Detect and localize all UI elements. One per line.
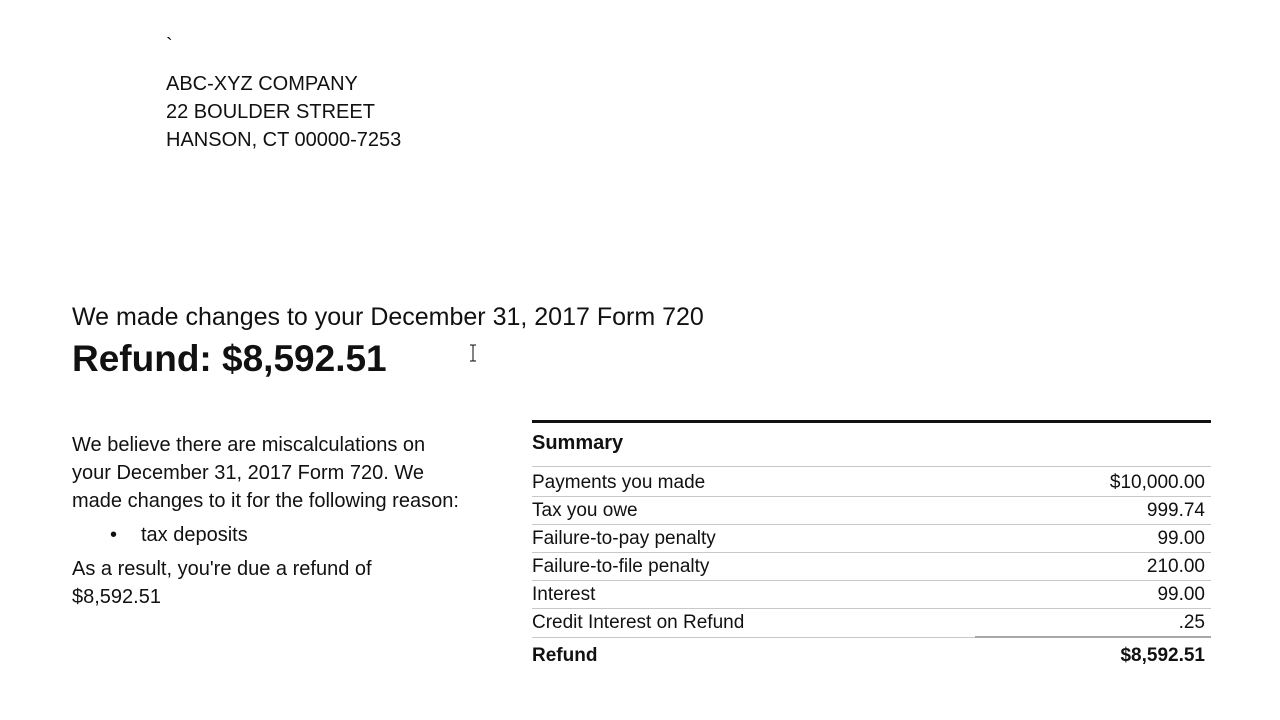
summary-row-label: Payments you made xyxy=(532,469,975,497)
summary-row xyxy=(532,553,1211,581)
summary-row-label: Failure-to-file penalty xyxy=(532,553,975,581)
summary-row xyxy=(532,609,1211,638)
address-company: ABC-XYZ COMPANY xyxy=(166,73,358,95)
summary-row-amount: .25 xyxy=(975,609,1211,638)
summary-row-amount: 99.00 xyxy=(975,581,1211,609)
summary-total-row xyxy=(532,637,1211,672)
summary-row-label: Failure-to-pay penalty xyxy=(532,525,975,553)
summary-row-amount: $10,000.00 xyxy=(975,469,1211,497)
bullet-icon: • xyxy=(110,524,118,546)
summary-total-amount: $8,592.51 xyxy=(975,637,1211,672)
summary-panel xyxy=(532,420,1211,672)
summary-row-amount: 99.00 xyxy=(975,525,1211,553)
notice-headline: We made changes to your December 31, 2017 Form 720 xyxy=(72,303,704,331)
summary-row xyxy=(532,497,1211,525)
explanation-intro: We believe there are miscalculations on your December 31, 2017 Form 720. We made changes to it for the following reason: xyxy=(72,434,459,512)
stray-mark: ` xyxy=(166,35,173,57)
reason-text: tax deposits xyxy=(141,524,248,546)
summary-row-label: Tax you owe xyxy=(532,497,975,525)
summary-table xyxy=(532,469,1211,672)
summary-row xyxy=(532,525,1211,553)
summary-title: Summary xyxy=(532,423,1211,467)
mailing-address xyxy=(166,70,401,154)
summary-row xyxy=(532,581,1211,609)
refund-heading: Refund: $8,592.51 xyxy=(72,338,387,379)
summary-row-amount: 210.00 xyxy=(975,553,1211,581)
explanation-section xyxy=(72,431,462,611)
summary-total-label: Refund xyxy=(532,644,598,666)
summary-row xyxy=(532,469,1211,497)
explanation-result: As a result, you're due a refund of $8,592.51 xyxy=(72,558,372,608)
summary-row-amount: 999.74 xyxy=(975,497,1211,525)
summary-row-label: Interest xyxy=(532,581,975,609)
reason-item xyxy=(72,521,462,549)
text-cursor-icon xyxy=(468,344,478,362)
reason-list xyxy=(72,521,462,549)
summary-row-label: Credit Interest on Refund xyxy=(532,609,975,638)
address-street: 22 BOULDER STREET xyxy=(166,101,375,123)
address-city-state-zip: HANSON, CT 00000-7253 xyxy=(166,129,402,151)
